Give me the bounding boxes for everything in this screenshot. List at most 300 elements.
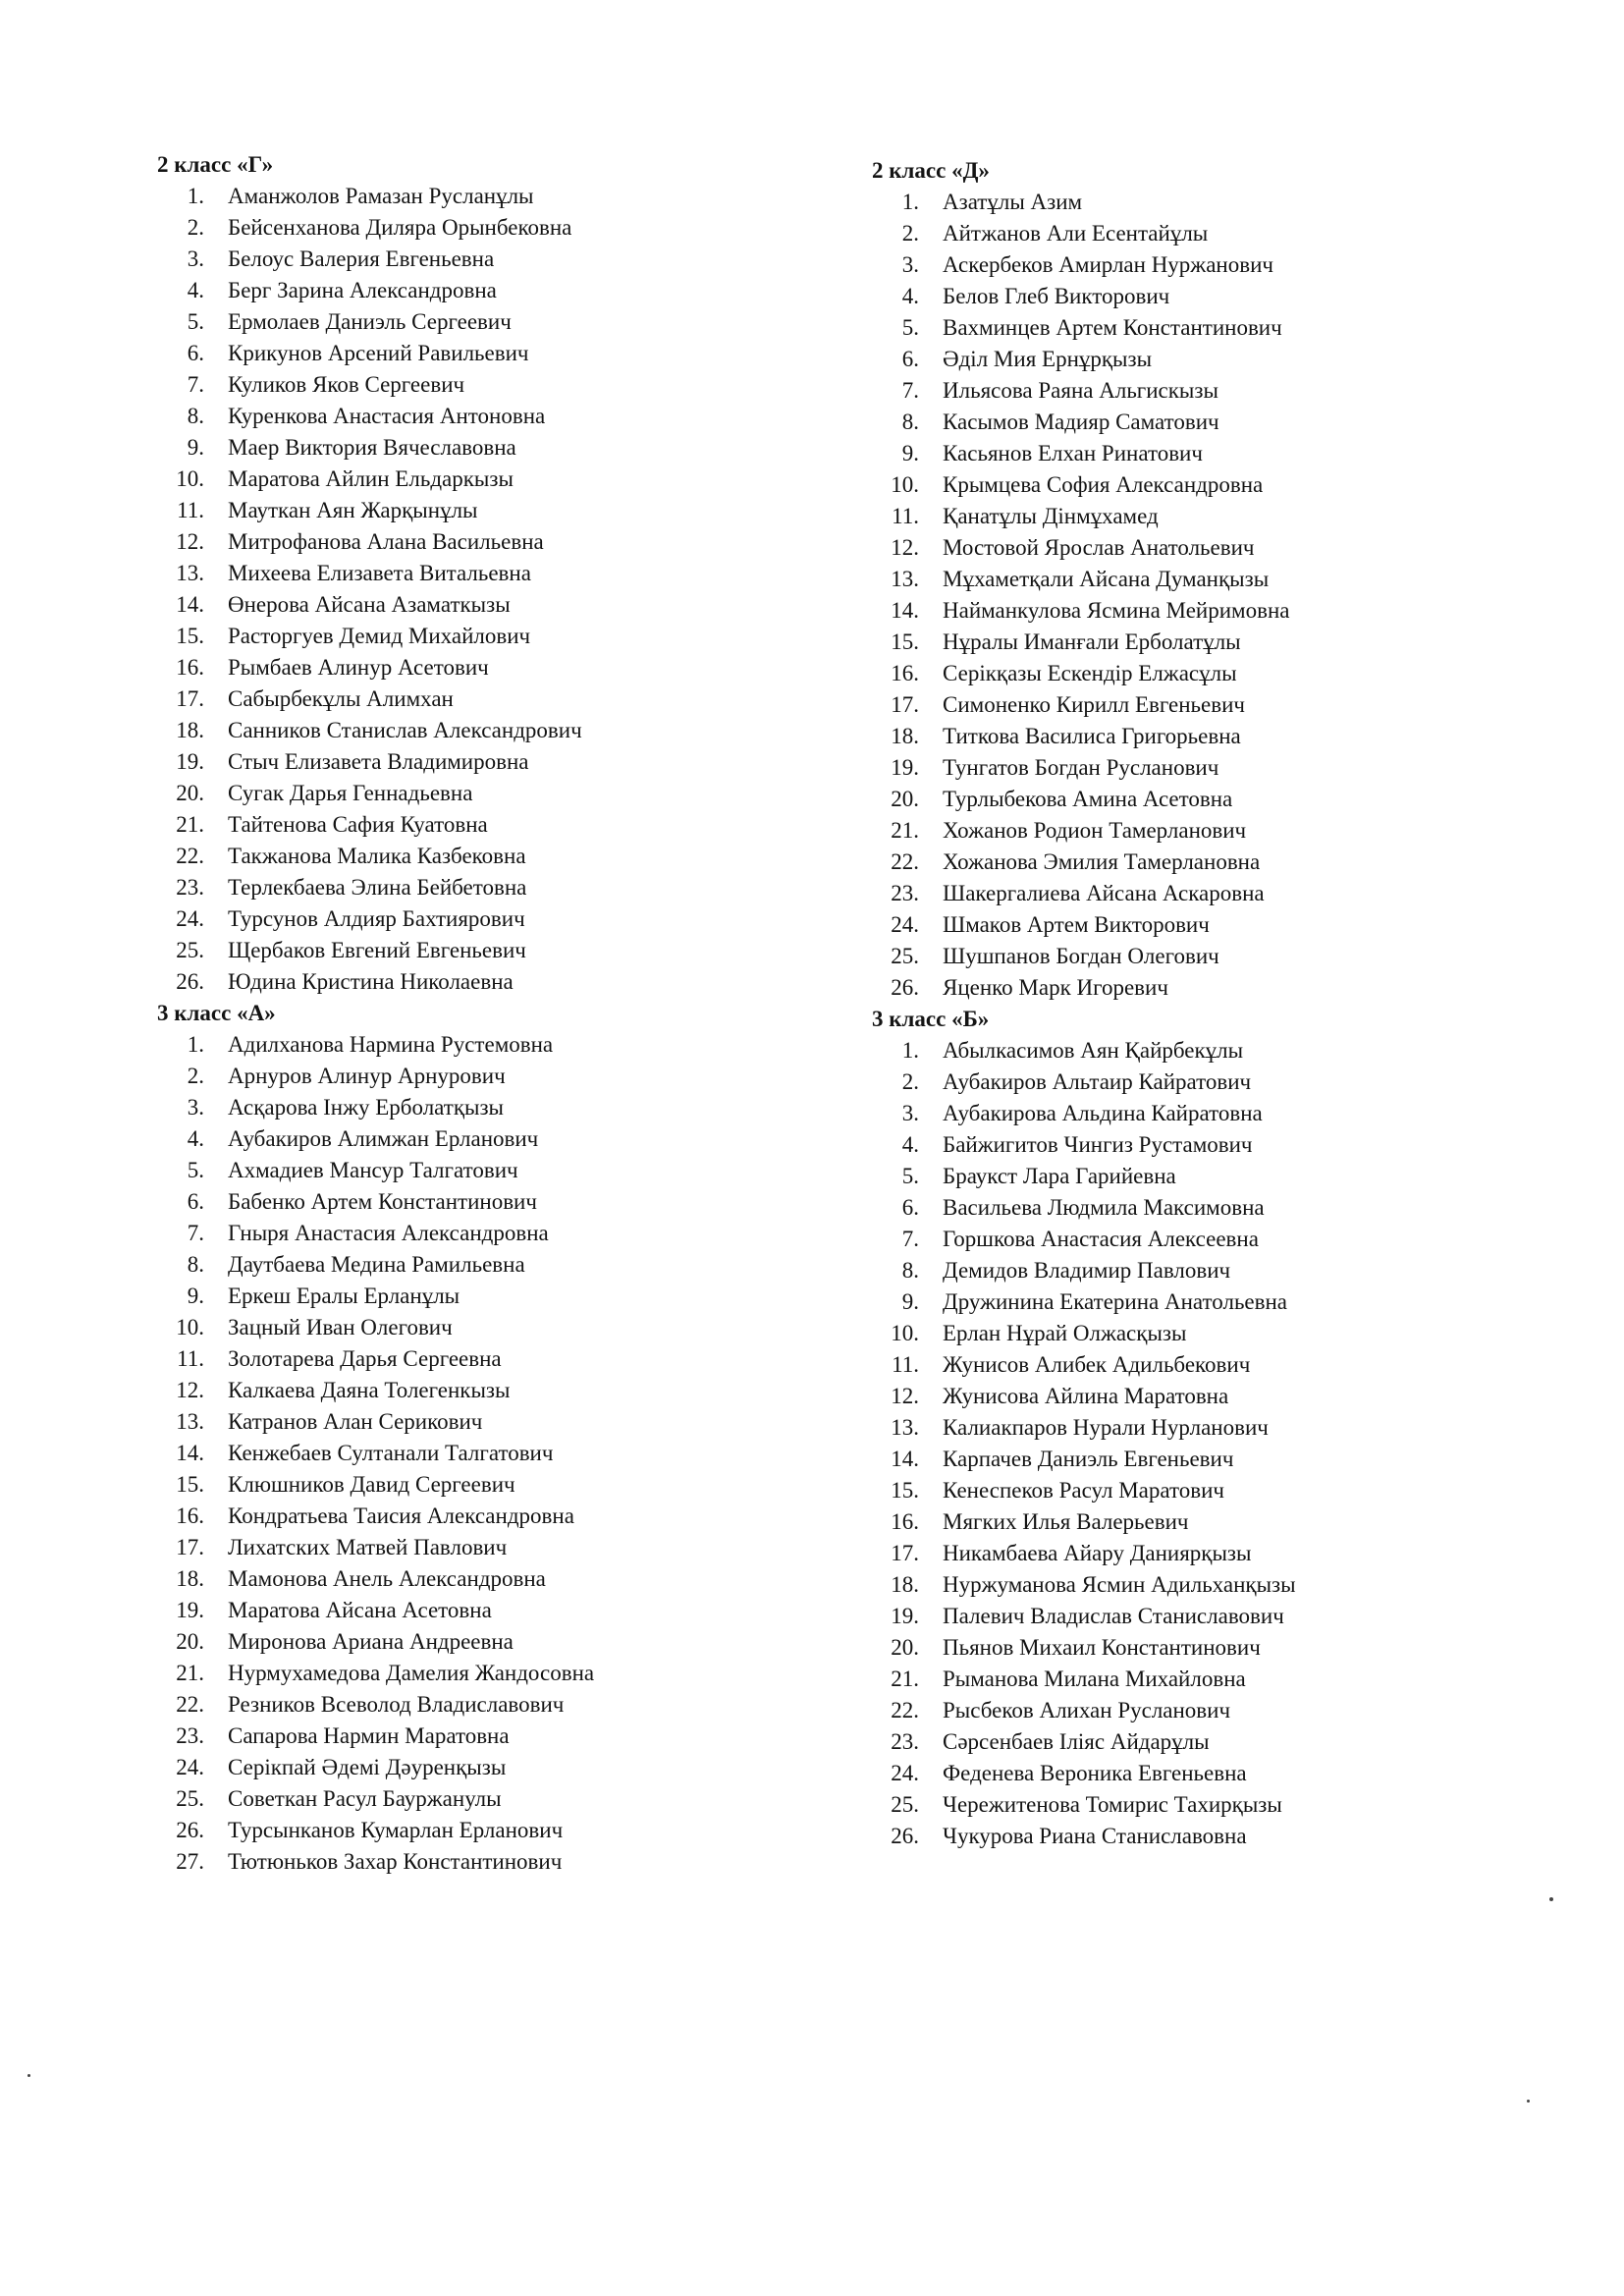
entry-number: 2. [901, 1069, 919, 1094]
student-name: Касьянов Елхан Ринатович [943, 441, 1203, 465]
student-entry [157, 1501, 903, 1532]
student-entry [872, 469, 1618, 501]
entry-number: 7. [187, 372, 204, 397]
entry-number: 16. [891, 661, 919, 685]
entry-number: 1. [187, 184, 204, 208]
entry-number: 13. [891, 1415, 919, 1440]
student-entry [157, 338, 903, 369]
section-title: 2 класс «Г» [157, 152, 274, 177]
student-entry [872, 721, 1618, 752]
student-entry [872, 1412, 1618, 1444]
entry-number: 12. [891, 1384, 919, 1408]
student-name: Сәрсенбаев Іліяс Айдарұлы [943, 1729, 1210, 1754]
student-entry [157, 1406, 903, 1438]
student-entry [157, 1123, 903, 1155]
student-entry [157, 1595, 903, 1626]
student-name: Калкаева Даяна Толегенкызы [228, 1378, 511, 1402]
student-name: Өнерова Айсана Азаматкызы [228, 592, 511, 617]
student-name: Чукурова Риана Станиславовна [943, 1824, 1247, 1848]
student-name: Никамбаева Айару Даниярқызы [943, 1541, 1252, 1565]
entry-number: 10. [176, 1315, 204, 1339]
student-entry [872, 407, 1618, 438]
student-entry [157, 621, 903, 652]
student-name: Ильясова Раяна Альгискызы [943, 378, 1218, 403]
entry-number: 3. [901, 252, 919, 277]
entry-number: 24. [891, 912, 919, 937]
entry-number: 5. [187, 1158, 204, 1182]
student-name: Митрофанова Алана Васильевна [228, 529, 544, 554]
student-entry [157, 1846, 903, 1878]
entry-number: 1. [901, 190, 919, 214]
entry-number: 20. [891, 787, 919, 811]
student-entry [157, 1532, 903, 1563]
entry-number: 23. [891, 1729, 919, 1754]
student-entry [872, 689, 1618, 721]
class-section-3a [157, 998, 903, 1878]
entry-number: 11. [892, 1352, 919, 1377]
student-name: Шушпанов Богдан Олегович [943, 944, 1219, 968]
student-name: Серікпай Әдемі Дәуренқызы [228, 1755, 507, 1779]
student-name: Мамонова Анель Александровна [228, 1566, 546, 1591]
student-name: Пьянов Михаил Константинович [943, 1635, 1261, 1660]
student-entry [872, 1538, 1618, 1569]
student-name: Тютюньков Захар Константинович [228, 1849, 563, 1874]
student-entry [872, 438, 1618, 469]
student-name: Адилханова Нармина Рустемовна [228, 1032, 554, 1057]
entry-number: 10. [891, 1321, 919, 1345]
left-column [157, 149, 903, 1878]
entry-number: 3. [187, 1095, 204, 1120]
entry-number: 9. [901, 441, 919, 465]
student-name: Турсунов Алдияр Бахтиярович [228, 906, 525, 931]
student-entry [872, 847, 1618, 878]
student-name: Бейсенханова Диляра Орынбековна [228, 215, 572, 240]
student-name: Рысбеков Алихан Русланович [943, 1698, 1231, 1722]
student-entry [157, 589, 903, 621]
student-entry [157, 903, 903, 935]
student-entry [157, 1343, 903, 1375]
student-name: Титкова Василиса Григорьевна [943, 724, 1241, 748]
student-name: Сабырбекұлы Алимхан [228, 686, 454, 711]
entry-number: 27. [176, 1849, 204, 1874]
entry-number: 22. [891, 1698, 919, 1722]
student-name: Гныря Анастасия Александровна [228, 1221, 549, 1245]
entry-number: 17. [891, 1541, 919, 1565]
student-name: Клюшников Давид Сергеевич [228, 1472, 515, 1497]
student-name: Белов Глеб Викторович [943, 284, 1170, 308]
student-name: Сапарова Нармин Маратовна [228, 1723, 510, 1748]
student-name: Карпачев Даниэль Евгеньевич [943, 1447, 1234, 1471]
entry-number: 5. [187, 309, 204, 334]
entry-number: 11. [892, 504, 919, 528]
student-entry [157, 1186, 903, 1218]
student-entry [157, 1155, 903, 1186]
student-name: Шмаков Артем Викторович [943, 912, 1210, 937]
entry-number: 25. [891, 1792, 919, 1817]
entry-number: 7. [187, 1221, 204, 1245]
student-name: Даутбаева Медина Рамильевна [228, 1252, 525, 1277]
student-entry [157, 244, 903, 275]
entry-number: 4. [901, 1132, 919, 1157]
entry-number: 16. [176, 1503, 204, 1528]
class-section-3b [872, 1004, 1618, 1852]
student-name: Асқарова Інжу Ерболатқызы [228, 1095, 505, 1120]
entry-number: 19. [891, 755, 919, 780]
student-entry [872, 1569, 1618, 1601]
student-name: Щербаков Евгений Евгеньевич [228, 938, 526, 962]
student-entry [872, 312, 1618, 344]
student-name: Кенжебаев Султанали Талгатович [228, 1441, 554, 1465]
student-name: Кондратьева Таисия Александровна [228, 1503, 574, 1528]
entry-number: 11. [177, 1346, 204, 1371]
student-entry [157, 652, 903, 683]
student-name: Нұралы Иманғали Ерболатұлы [943, 629, 1241, 654]
entry-number: 24. [176, 1755, 204, 1779]
student-entry [872, 1318, 1618, 1349]
entry-number: 6. [187, 1189, 204, 1214]
student-name: Стыч Елизавета Владимировна [228, 749, 529, 774]
student-name: Феденева Вероника Евгеньевна [943, 1761, 1247, 1785]
student-name: Тунгатов Богдан Русланович [943, 755, 1219, 780]
entry-number: 6. [901, 347, 919, 371]
student-name: Ерлан Нұрай Олжасқызы [943, 1321, 1187, 1345]
student-entry [872, 1444, 1618, 1475]
student-entry [157, 1375, 903, 1406]
entry-number: 20. [176, 781, 204, 805]
student-name: Жунисова Айлина Маратовна [943, 1384, 1229, 1408]
scan-speck [27, 2074, 30, 2077]
student-entry [872, 1066, 1618, 1098]
student-entry [872, 375, 1618, 407]
entry-number: 10. [176, 466, 204, 491]
student-entry [157, 872, 903, 903]
entry-number: 3. [187, 246, 204, 271]
student-name: Мостовой Ярослав Анатольевич [943, 535, 1255, 560]
student-entry [872, 815, 1618, 847]
student-name: Расторгуев Демид Михайлович [228, 624, 531, 648]
student-entry [872, 564, 1618, 595]
student-entry [872, 1821, 1618, 1852]
student-entry [157, 1092, 903, 1123]
student-name: Арнуров Алинур Арнурович [228, 1064, 506, 1088]
student-name: Лихатских Матвей Павлович [228, 1535, 508, 1559]
student-name: Аманжолов Рамазан Русланұлы [228, 184, 534, 208]
student-list [157, 1029, 903, 1878]
student-name: Жунисов Алибек Адильбекович [943, 1352, 1251, 1377]
student-entry [157, 369, 903, 401]
student-entry [157, 526, 903, 558]
entry-number: 18. [891, 724, 919, 748]
student-entry [157, 935, 903, 966]
student-entry [872, 1224, 1618, 1255]
student-name: Еркеш Ералы Ерланұлы [228, 1284, 460, 1308]
student-list [872, 1035, 1618, 1852]
student-name: Әділ Мия Ернұрқызы [943, 347, 1153, 371]
student-name: Кенеспеков Расул Маратович [943, 1478, 1224, 1503]
student-name: Аубакирова Альдина Кайратовна [943, 1101, 1263, 1125]
entry-number: 7. [901, 1227, 919, 1251]
student-name: Серікқазы Ескендір Елжасұлы [943, 661, 1237, 685]
class-section-2g [157, 149, 903, 998]
student-name: Дружинина Екатерина Анатольевна [943, 1289, 1288, 1314]
student-name: Азатұлы Азим [943, 190, 1083, 214]
student-name: Турсынканов Кумарлан Ерланович [228, 1818, 564, 1842]
entry-number: 7. [901, 378, 919, 403]
entry-number: 26. [891, 1824, 919, 1848]
student-name: Нурмухамедова Дамелия Жандосовна [228, 1661, 595, 1685]
entry-number: 21. [891, 818, 919, 843]
student-name: Нуржуманова Ясмин Адильханқызы [943, 1572, 1296, 1597]
student-entry [872, 344, 1618, 375]
entry-number: 19. [176, 749, 204, 774]
student-entry [157, 275, 903, 306]
entry-number: 12. [891, 535, 919, 560]
entry-number: 15. [176, 1472, 204, 1497]
student-entry [157, 558, 903, 589]
student-entry [872, 1789, 1618, 1821]
student-entry [157, 212, 903, 244]
student-name: Касымов Мадияр Саматович [943, 410, 1219, 434]
student-name: Маратова Айлин Ельдаркызы [228, 466, 514, 491]
student-name: Абылкасимов Аян Қайрбекұлы [943, 1038, 1244, 1063]
entry-number: 15. [176, 624, 204, 648]
student-name: Катранов Алан Серикович [228, 1409, 483, 1434]
student-entry [157, 778, 903, 809]
student-entry [157, 1061, 903, 1092]
entry-number: 14. [891, 1447, 919, 1471]
scan-speck [1527, 2100, 1530, 2103]
entry-number: 6. [187, 341, 204, 365]
entry-number: 4. [187, 278, 204, 302]
student-entry [157, 464, 903, 495]
student-entry [157, 746, 903, 778]
entry-number: 1. [901, 1038, 919, 1063]
entry-number: 3. [901, 1101, 919, 1125]
student-name: Турлыбекова Амина Асетовна [943, 787, 1233, 811]
student-name: Куренкова Анастасия Антоновна [228, 404, 546, 428]
student-name: Симоненко Кирилл Евгеньевич [943, 692, 1245, 717]
student-name: Ахмадиев Мансур Талгатович [228, 1158, 518, 1182]
entry-number: 4. [901, 284, 919, 308]
student-entry [872, 1098, 1618, 1129]
student-name: Аубакиров Альтаир Кайратович [943, 1069, 1252, 1094]
student-name: Черeжитенова Томирис Тахирқызы [943, 1792, 1282, 1817]
student-name: Сугак Дарья Геннадьевна [228, 781, 473, 805]
student-entry [157, 809, 903, 841]
student-entry [872, 1506, 1618, 1538]
entry-number: 26. [176, 1818, 204, 1842]
student-name: Хожанов Родион Тамерланович [943, 818, 1247, 843]
student-list [872, 187, 1618, 1004]
student-name: Миронова Ариана Андреевна [228, 1629, 514, 1654]
student-entry [872, 1035, 1618, 1066]
entry-number: 12. [176, 1378, 204, 1402]
entry-number: 17. [176, 686, 204, 711]
student-entry [157, 1626, 903, 1658]
entry-number: 21. [891, 1667, 919, 1691]
entry-number: 25. [891, 944, 919, 968]
student-entry [872, 1695, 1618, 1726]
section-title: 3 класс «Б» [872, 1007, 990, 1031]
student-name: Калиакпаров Нурали Нурланович [943, 1415, 1269, 1440]
student-entry [872, 1349, 1618, 1381]
student-entry [872, 1286, 1618, 1318]
student-entry [872, 532, 1618, 564]
student-entry [157, 1721, 903, 1752]
student-name: Михеева Елизавета Витальевна [228, 561, 531, 585]
student-name: Крикунов Арсений Равильевич [228, 341, 529, 365]
entry-number: 6. [901, 1195, 919, 1220]
entry-number: 14. [176, 592, 204, 617]
student-entry [157, 841, 903, 872]
entry-number: 8. [187, 1252, 204, 1277]
student-name: Такжанова Малика Казбековна [228, 844, 526, 868]
entry-number: 13. [176, 561, 204, 585]
entry-number: 9. [187, 1284, 204, 1308]
student-entry [872, 658, 1618, 689]
student-name: Куликов Яков Сергеевич [228, 372, 465, 397]
class-section-2d [872, 155, 1618, 1004]
student-entry [872, 1726, 1618, 1758]
entry-number: 21. [176, 1661, 204, 1685]
section-title: 3 класс «А» [157, 1001, 276, 1025]
entry-number: 16. [891, 1509, 919, 1534]
student-entry [157, 401, 903, 432]
entry-number: 2. [187, 215, 204, 240]
entry-number: 20. [176, 1629, 204, 1654]
student-entry [157, 1563, 903, 1595]
entry-number: 19. [891, 1604, 919, 1628]
student-name: Белоус Валерия Евгеньевна [228, 246, 495, 271]
student-entry [157, 1783, 903, 1815]
student-name: Демидов Владимир Павлович [943, 1258, 1231, 1283]
student-entry [872, 595, 1618, 627]
entry-number: 16. [176, 655, 204, 680]
student-name: Советкан Расул Бауржанулы [228, 1786, 502, 1811]
entry-number: 5. [901, 315, 919, 340]
entry-number: 25. [176, 938, 204, 962]
student-entry [872, 941, 1618, 972]
entry-number: 2. [901, 221, 919, 246]
student-name: Шакергалиева Айсана Аскаровна [943, 881, 1265, 905]
entry-number: 11. [177, 498, 204, 522]
student-entry [157, 1815, 903, 1846]
entry-number: 14. [176, 1441, 204, 1465]
entry-number: 8. [187, 404, 204, 428]
student-name: Васильева Людмила Максимовна [943, 1195, 1265, 1220]
student-entry [872, 1601, 1618, 1632]
section-title: 2 класс «Д» [872, 158, 990, 183]
entry-number: 10. [891, 472, 919, 497]
student-entry [157, 181, 903, 212]
entry-number: 25. [176, 1786, 204, 1811]
entry-number: 18. [176, 1566, 204, 1591]
entry-number: 15. [891, 629, 919, 654]
student-entry [872, 1381, 1618, 1412]
student-name: Айтжанов Али Есентайұлы [943, 221, 1209, 246]
student-name: Бабенко Артем Константинович [228, 1189, 537, 1214]
entry-number: 22. [891, 849, 919, 874]
student-name: Рымбаев Алинур Асетович [228, 655, 489, 680]
student-name: Маер Виктория Вячеславовна [228, 435, 516, 460]
student-entry [872, 187, 1618, 218]
student-name: Қанатұлы Дінмұхамед [943, 504, 1159, 528]
entry-number: 19. [176, 1598, 204, 1622]
student-name: Тайтенова Сафия Куатовна [228, 812, 488, 837]
entry-number: 9. [187, 435, 204, 460]
entry-number: 24. [176, 906, 204, 931]
student-entry [157, 683, 903, 715]
student-entry [157, 1689, 903, 1721]
student-entry [157, 1312, 903, 1343]
student-entry [872, 1664, 1618, 1695]
student-entry [872, 281, 1618, 312]
right-column [872, 155, 1618, 1852]
student-entry [872, 784, 1618, 815]
student-name: Юдина Кристина Николаевна [228, 969, 514, 994]
student-entry [872, 627, 1618, 658]
student-entry [872, 1632, 1618, 1664]
student-entry [872, 249, 1618, 281]
student-name: Крымцева София Александровна [943, 472, 1264, 497]
student-entry [157, 1658, 903, 1689]
entry-number: 15. [891, 1478, 919, 1503]
student-entry [872, 972, 1618, 1004]
entry-number: 23. [891, 881, 919, 905]
student-entry [157, 495, 903, 526]
student-name: Резников Всеволод Владиславович [228, 1692, 565, 1717]
student-name: Вахминцев Артем Константинович [943, 315, 1282, 340]
entry-number: 23. [176, 1723, 204, 1748]
student-entry [872, 1129, 1618, 1161]
student-entry [157, 715, 903, 746]
student-name: Мягких Илья Валерьевич [943, 1509, 1189, 1534]
entry-number: 17. [891, 692, 919, 717]
student-name: Терлекбаева Элина Бейбетовна [228, 875, 527, 900]
student-name: Яценко Марк Игоревич [943, 975, 1168, 1000]
student-entry [872, 878, 1618, 909]
student-entry [872, 218, 1618, 249]
student-name: Аскербеков Амирлан Нуржанович [943, 252, 1273, 277]
student-entry [872, 1255, 1618, 1286]
student-entry [157, 432, 903, 464]
student-name: Браукст Лара Гарийевна [943, 1164, 1176, 1188]
student-list [157, 181, 903, 998]
entry-number: 4. [187, 1126, 204, 1151]
student-entry [157, 1281, 903, 1312]
entry-number: 8. [901, 410, 919, 434]
student-entry [872, 501, 1618, 532]
student-entry [157, 966, 903, 998]
entry-number: 13. [176, 1409, 204, 1434]
student-name: Байжигитов Чингиз Рустамович [943, 1132, 1253, 1157]
entry-number: 24. [891, 1761, 919, 1785]
student-name: Горшкова Анастасия Алексеевна [943, 1227, 1259, 1251]
student-entry [157, 1218, 903, 1249]
student-name: Палевич Владислав Станиславович [943, 1604, 1284, 1628]
student-name: Золотарева Дарья Сергеевна [228, 1346, 502, 1371]
student-name: Маратова Айсана Асетовна [228, 1598, 492, 1622]
student-name: Найманкулова Ясмина Мейримовна [943, 598, 1290, 623]
entry-number: 8. [901, 1258, 919, 1283]
student-entry [872, 1192, 1618, 1224]
entry-number: 26. [891, 975, 919, 1000]
entry-number: 18. [891, 1572, 919, 1597]
entry-number: 17. [176, 1535, 204, 1559]
entry-number: 22. [176, 844, 204, 868]
student-entry [157, 306, 903, 338]
student-name: Берг Зарина Александровна [228, 278, 497, 302]
